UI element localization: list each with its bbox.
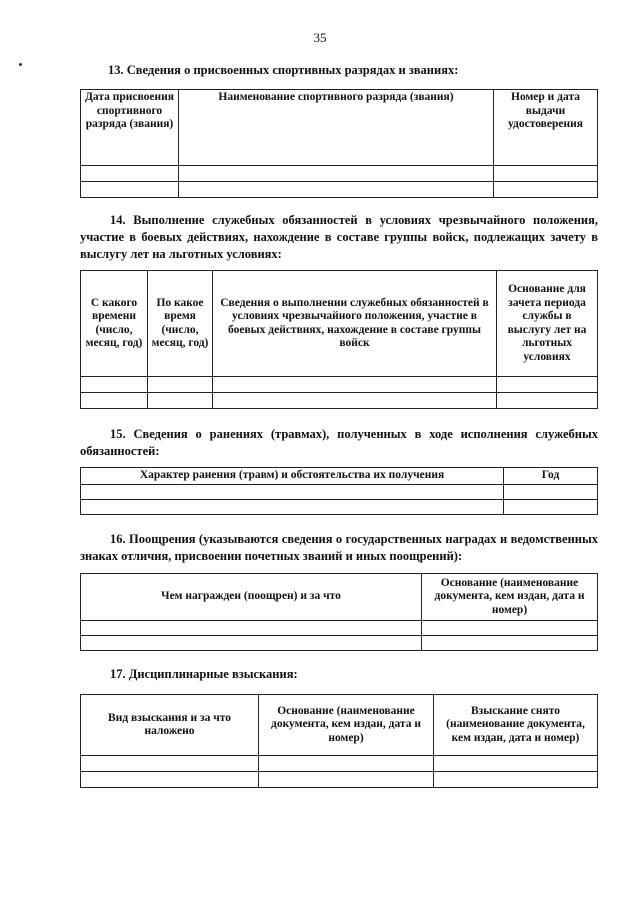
header-cell: По какое время (число, месяц, год): [148, 271, 213, 377]
header-cell: Основание (наименование документа, кем издан, дата и номер): [259, 695, 434, 756]
table-row: [81, 756, 598, 772]
page-number: 35: [313, 30, 327, 45]
section-17-title: 17. Дисциплинарные взыскания:: [110, 667, 298, 681]
header-cell: С какого времени (число, месяц, год): [81, 271, 148, 377]
header-cell: Номер и дата выдачи удостоверения: [494, 90, 598, 166]
header-cell: Год: [504, 468, 598, 485]
table-sports-ranks: [80, 89, 598, 198]
header-cell: Вид взыскания и за что наложено: [81, 695, 259, 756]
header-cell: Основание для зачета периода службы в выслугу лет на льготных условиях: [497, 271, 598, 377]
table-awards: [80, 573, 598, 651]
section-14-title: 14. Выполнение служебных обязанностей в условиях чрезвычайного положения, участие в боевых действиях, нахождение в составе группы войск, подлежащих зачету в выслугу лет на льготных условиях:: [80, 213, 598, 261]
table-header-row: [81, 468, 598, 485]
header-cell: Основание (наименование документа, кем издан, дата и номер): [422, 574, 598, 621]
header-cell: Характер ранения (травм) и обстоятельства их получения: [81, 468, 504, 485]
table-row: [81, 621, 598, 636]
table-row: [81, 393, 598, 409]
table-row: [81, 636, 598, 651]
table-header-row: [81, 574, 598, 621]
section-13-title: 13. Сведения о присвоенных спортивных разрядах и званиях:: [108, 63, 459, 77]
header-cell: Дата присвоения спортивного разряда (звания): [81, 90, 179, 166]
table-disciplinary: [80, 694, 598, 788]
table-row: [81, 772, 598, 788]
table-row: [81, 166, 598, 182]
table-header-row: [81, 90, 598, 166]
table-row: [81, 182, 598, 198]
header-cell: Чем награжден (поощрен) и за что: [81, 574, 422, 621]
table-header-row: [81, 695, 598, 756]
table-row: [81, 500, 598, 515]
section-16-title: 16. Поощрения (указываются сведения о государственных наградах и ведомственных знаках отличия, присвоении почетных званий и иных поощрений):: [80, 532, 598, 563]
section-15-title: 15. Сведения о ранениях (травмах), полученных в ходе исполнения служебных обязанностей:: [80, 427, 598, 458]
table-emergency-service: [80, 270, 598, 409]
table-header-row: [81, 271, 598, 377]
table-injuries: [80, 467, 598, 515]
header-cell: Наименование спортивного разряда (звания): [179, 90, 494, 166]
header-cell: Сведения о выполнении служебных обязанностей в условиях чрезвычайного положения, участие в боевых действиях, нахождение в составе группы войск: [213, 271, 497, 377]
scan-speck: [19, 63, 22, 66]
header-cell: Взыскание снято (наименование документа, кем издан, дата и номер): [434, 695, 598, 756]
table-row: [81, 485, 598, 500]
table-row: [81, 377, 598, 393]
